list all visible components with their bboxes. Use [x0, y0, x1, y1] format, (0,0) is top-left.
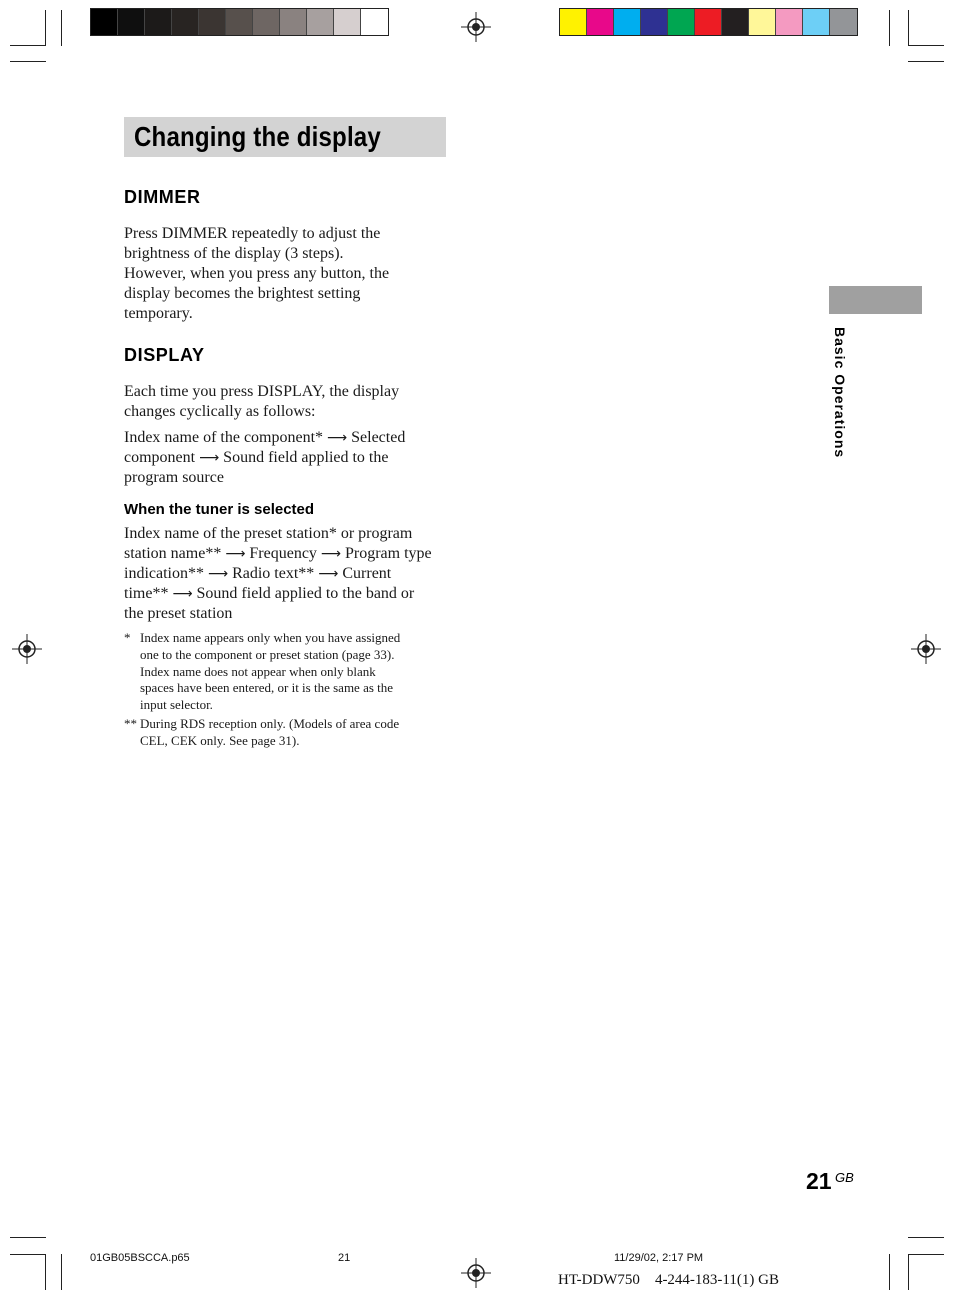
color-swatch — [560, 9, 587, 35]
arrow-right-icon: ⟶ — [172, 586, 193, 602]
text-line: brightness of the display (3 steps). — [124, 245, 344, 262]
footnote-single-asterisk: * Index name appears only when you have assigned one to the component or preset station (page 33). Index name does not appear when only blank spaces have been entered, or it is the same as the input selector. — [124, 630, 401, 713]
page-number: 21 — [806, 1168, 832, 1194]
registration-mark-icon — [12, 634, 42, 664]
registration-mark-icon — [461, 12, 491, 42]
footnote-double-asterisk: ** During RDS reception only. (Models of area code CEL, CEK only. See page 31). — [124, 716, 400, 748]
text-line: Index name of the preset station* or program — [124, 525, 413, 542]
color-swatch — [118, 9, 145, 35]
arrow-right-icon: ⟶ — [320, 546, 341, 562]
color-swatch — [226, 9, 253, 35]
text-line: program source — [124, 469, 224, 486]
page-title: Changing the display — [134, 121, 381, 152]
text-line: changes cyclically as follows: — [124, 403, 316, 420]
display-cycle — [124, 428, 454, 488]
section-heading-dimmer: DIMMER — [124, 187, 201, 207]
arrow-right-icon: ⟶ — [225, 546, 246, 562]
color-swatch — [91, 9, 118, 35]
color-swatch — [145, 9, 172, 35]
color-swatch — [614, 9, 641, 35]
color-swatch — [361, 9, 388, 35]
color-swatch — [722, 9, 749, 35]
dimmer-paragraph — [124, 224, 454, 324]
color-swatch — [172, 9, 199, 35]
color-swatch — [641, 9, 668, 35]
color-swatch — [803, 9, 830, 35]
text-line: indication** ⟶ Radio text** ⟶ Current — [124, 565, 392, 582]
text-line: time** ⟶ Sound field applied to the band or — [124, 585, 415, 602]
color-swatch — [587, 9, 614, 35]
text-line: the preset station — [124, 605, 233, 622]
color-swatch — [253, 9, 280, 35]
registration-mark-icon — [461, 1258, 491, 1288]
color-swatch — [307, 9, 334, 35]
text-line: Each time you press DISPLAY, the display — [124, 383, 400, 400]
display-intro — [124, 382, 454, 422]
registration-mark-icon — [911, 634, 941, 664]
color-swatch — [668, 9, 695, 35]
process-color-bar — [559, 8, 858, 36]
text-line: station name** ⟶ Frequency ⟶ Program type — [124, 545, 432, 562]
text-line: temporary. — [124, 305, 193, 322]
subheading-tuner: When the tuner is selected — [124, 501, 315, 518]
arrow-right-icon: ⟶ — [207, 566, 229, 582]
text-line: component ⟶ Sound field applied to the — [124, 449, 389, 466]
footer-datetime: 11/29/02, 2:17 PM — [614, 1252, 704, 1264]
tuner-cycle — [124, 524, 454, 624]
section-heading-display: DISPLAY — [124, 345, 205, 365]
color-swatch — [776, 9, 803, 35]
color-swatch — [280, 9, 307, 35]
footer-model-code: HT-DDW750 4-244-183-11(1) GB — [558, 1272, 779, 1288]
text-line: Press DIMMER repeatedly to adjust the — [124, 225, 381, 242]
text-line: display becomes the brightest setting — [124, 285, 361, 302]
arrow-right-icon: ⟶ — [318, 566, 339, 582]
side-tab-marker — [829, 286, 922, 314]
color-swatch — [830, 9, 857, 35]
text-line: Index name of the component* ⟶ Selected — [124, 429, 406, 446]
text-line: However, when you press any button, the — [124, 265, 390, 282]
arrow-right-icon: ⟶ — [327, 430, 348, 446]
arrow-right-icon: ⟶ — [199, 450, 220, 466]
gray-scale-bar — [90, 8, 389, 36]
color-swatch — [695, 9, 722, 35]
side-tab-label: Basic Operations — [832, 327, 848, 459]
footer-filename: 01GB05BSCCA.p65 — [90, 1252, 190, 1264]
page-number-suffix: GB — [835, 1170, 854, 1185]
footer-page: 21 — [338, 1252, 351, 1264]
color-swatch — [749, 9, 776, 35]
color-swatch — [199, 9, 226, 35]
color-swatch — [334, 9, 361, 35]
